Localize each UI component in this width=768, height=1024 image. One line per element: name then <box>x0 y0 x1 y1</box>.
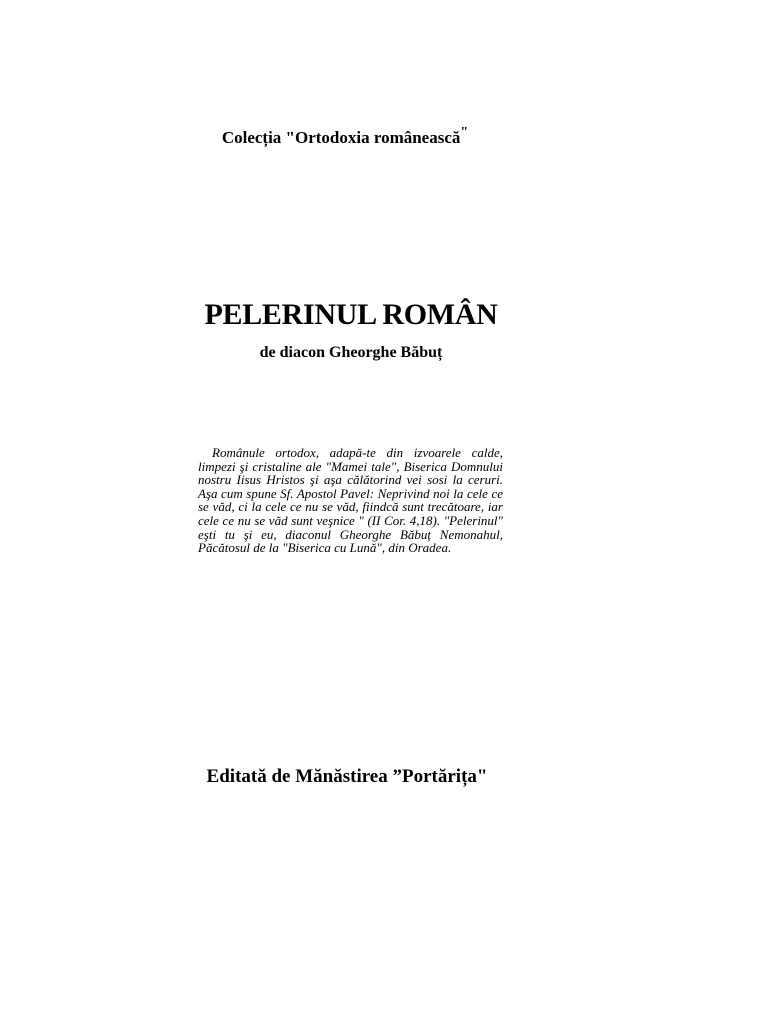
collection-heading-text: Colecția "Ortodoxia românească <box>221 128 461 147</box>
blurb-paragraph: Românule ortodox, adapă-te din izvoarele calde, limpezi şi cristaline ale "Mamei tale", Biserica Domnului nostru Iisus Hristos şi aşa călătorind vei sosi la ceruri. Aşa cum spune Sf. Apostol Pavel: Neprivind noi la cele ce se văd, ci la cele ce nu se văd, fiindcă sunt trecătoare, iar cele ce nu se văd sunt veşnice " (II Cor. 4,18). "Pelerinul" eşti tu şi eu, diaconul Gheorghe Băbuț Nemonahul, Păcătosul de la "Biserica cu Lună", din Oradea. <box>198 445 503 556</box>
collection-heading <box>0 125 690 148</box>
book-title: PELERINUL ROMÂN <box>204 298 498 331</box>
collection-closing-quote: " <box>460 125 469 140</box>
author-line: de diacon Gheorghe Băbuț <box>259 344 443 361</box>
publisher-line: Editată de Mănăstirea ”Portărița" <box>206 766 488 787</box>
